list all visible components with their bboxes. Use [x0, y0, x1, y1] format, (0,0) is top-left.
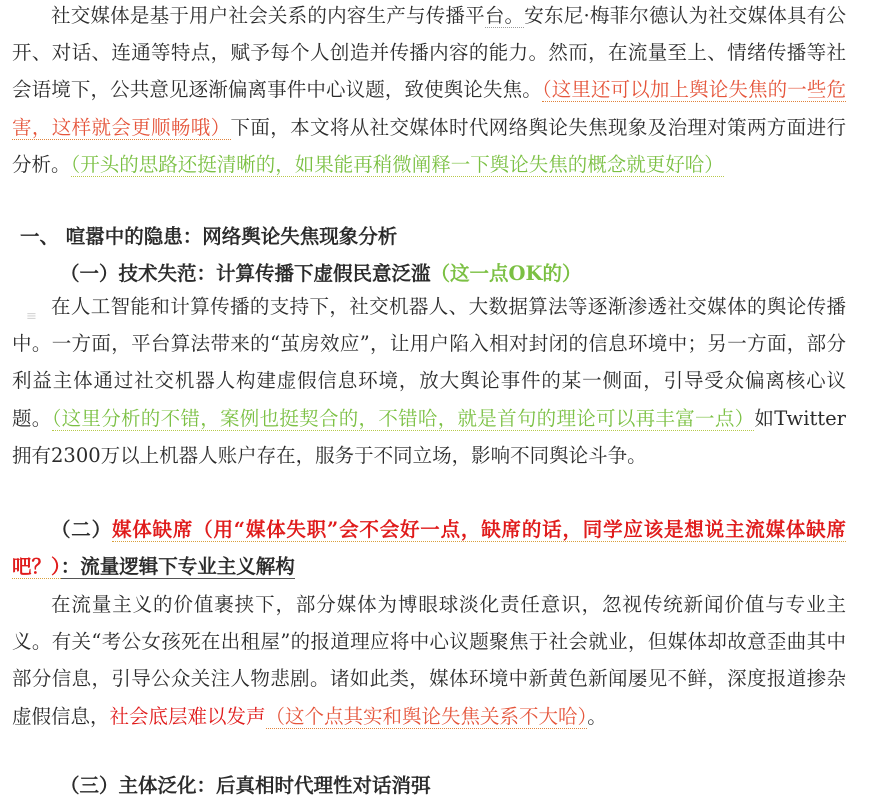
review-comment[interactable]: （这一点OK的）	[430, 262, 582, 285]
body-paragraph-1	[12, 288, 846, 474]
intro-text-3: 下面，本文将从社交媒体时代网络舆论失焦现象及治理对策两方面进行分析。	[12, 115, 846, 176]
section-heading-1: 一、 喧嚣中的隐患：网络舆论失焦现象分析	[20, 225, 398, 248]
subsection-heading-2	[12, 511, 846, 585]
highlighted-text: 社会底层难以发声	[109, 704, 266, 728]
subsection-heading-text: （一）技术失范：计算传播下虚假民意泛滥	[60, 262, 431, 285]
intro-text: 社交媒体是基于用户社会关系的内容生产与传播平	[51, 4, 485, 27]
intro-text-2: 安东尼·梅菲尔德认为社交媒体具有公开、对话、连通等特点，赋予每个人创造并传播内容的能力。然而，在流量至上、情绪传播等社会语境下，公共意见逐渐偏离事件中心议题，致使舆论失焦。	[12, 4, 846, 102]
subsection-heading-1	[60, 255, 581, 292]
subsection-heading-prefix: （二）	[51, 518, 112, 541]
intro-text-marked: 台。	[484, 4, 525, 27]
intro-paragraph	[12, 0, 846, 183]
margin-handle-icon[interactable]: ≡	[26, 309, 37, 324]
review-comment[interactable]: （这个点其实和舆论失焦关系不大哈）	[265, 704, 588, 728]
body-text: 在流量主义的价值裹挟下，部分媒体为博眼球淡化责任意识，忽视传统新闻价值与专业主义。有关“考公女孩死在出租屋”的报道理应将中心议题聚焦于社会就业，但媒体却故意歪曲其中部分信息，引导公众关注人物悲剧。诸如此类，媒体环境中新黄色新闻屡见不鲜，深度报道掺杂虚假信息，	[12, 593, 846, 728]
subsection-heading-3: （三）主体泛化：后真相时代理性对话消弭	[60, 774, 431, 797]
review-comment[interactable]: 媒体缺席（用“媒体失职”会不会好一点，缺席的话，同学应该是想说主流媒体缺席吧？）	[12, 518, 846, 579]
subsection-heading-text: ：流量逻辑下专业主义解构	[60, 555, 295, 579]
body-text-2: 如Twitter拥有2300万以上机器人账户存在，服务于不同立场，影响不同舆论斗争。	[12, 406, 846, 467]
body-paragraph-2	[12, 586, 846, 735]
body-text: 在人工智能和计算传播的支持下，社交机器人、大数据算法等逐渐渗透社交媒体的舆论传播中。一方面，平台算法带来的“茧房效应”，让用户陷入相对封闭的信息环境中；另一方面，部分利益主体通过社交机器人构建虚假信息环境，放大舆论事件的某一侧面，引导受众偏离核心议题。	[12, 295, 846, 430]
review-comment[interactable]: （开头的思路还挺清晰的，如果能再稍微阐释一下舆论失焦的概念就更好哈）	[70, 152, 724, 176]
body-text-end: 。	[587, 704, 607, 728]
review-comment[interactable]: （这里分析的不错，案例也挺契合的，不错哈，就是首句的理论可以再丰富一点）	[51, 406, 755, 430]
review-comment[interactable]: （这里还可以加上舆论失焦的一些危害，这样就会更顺畅哦）	[12, 78, 846, 139]
